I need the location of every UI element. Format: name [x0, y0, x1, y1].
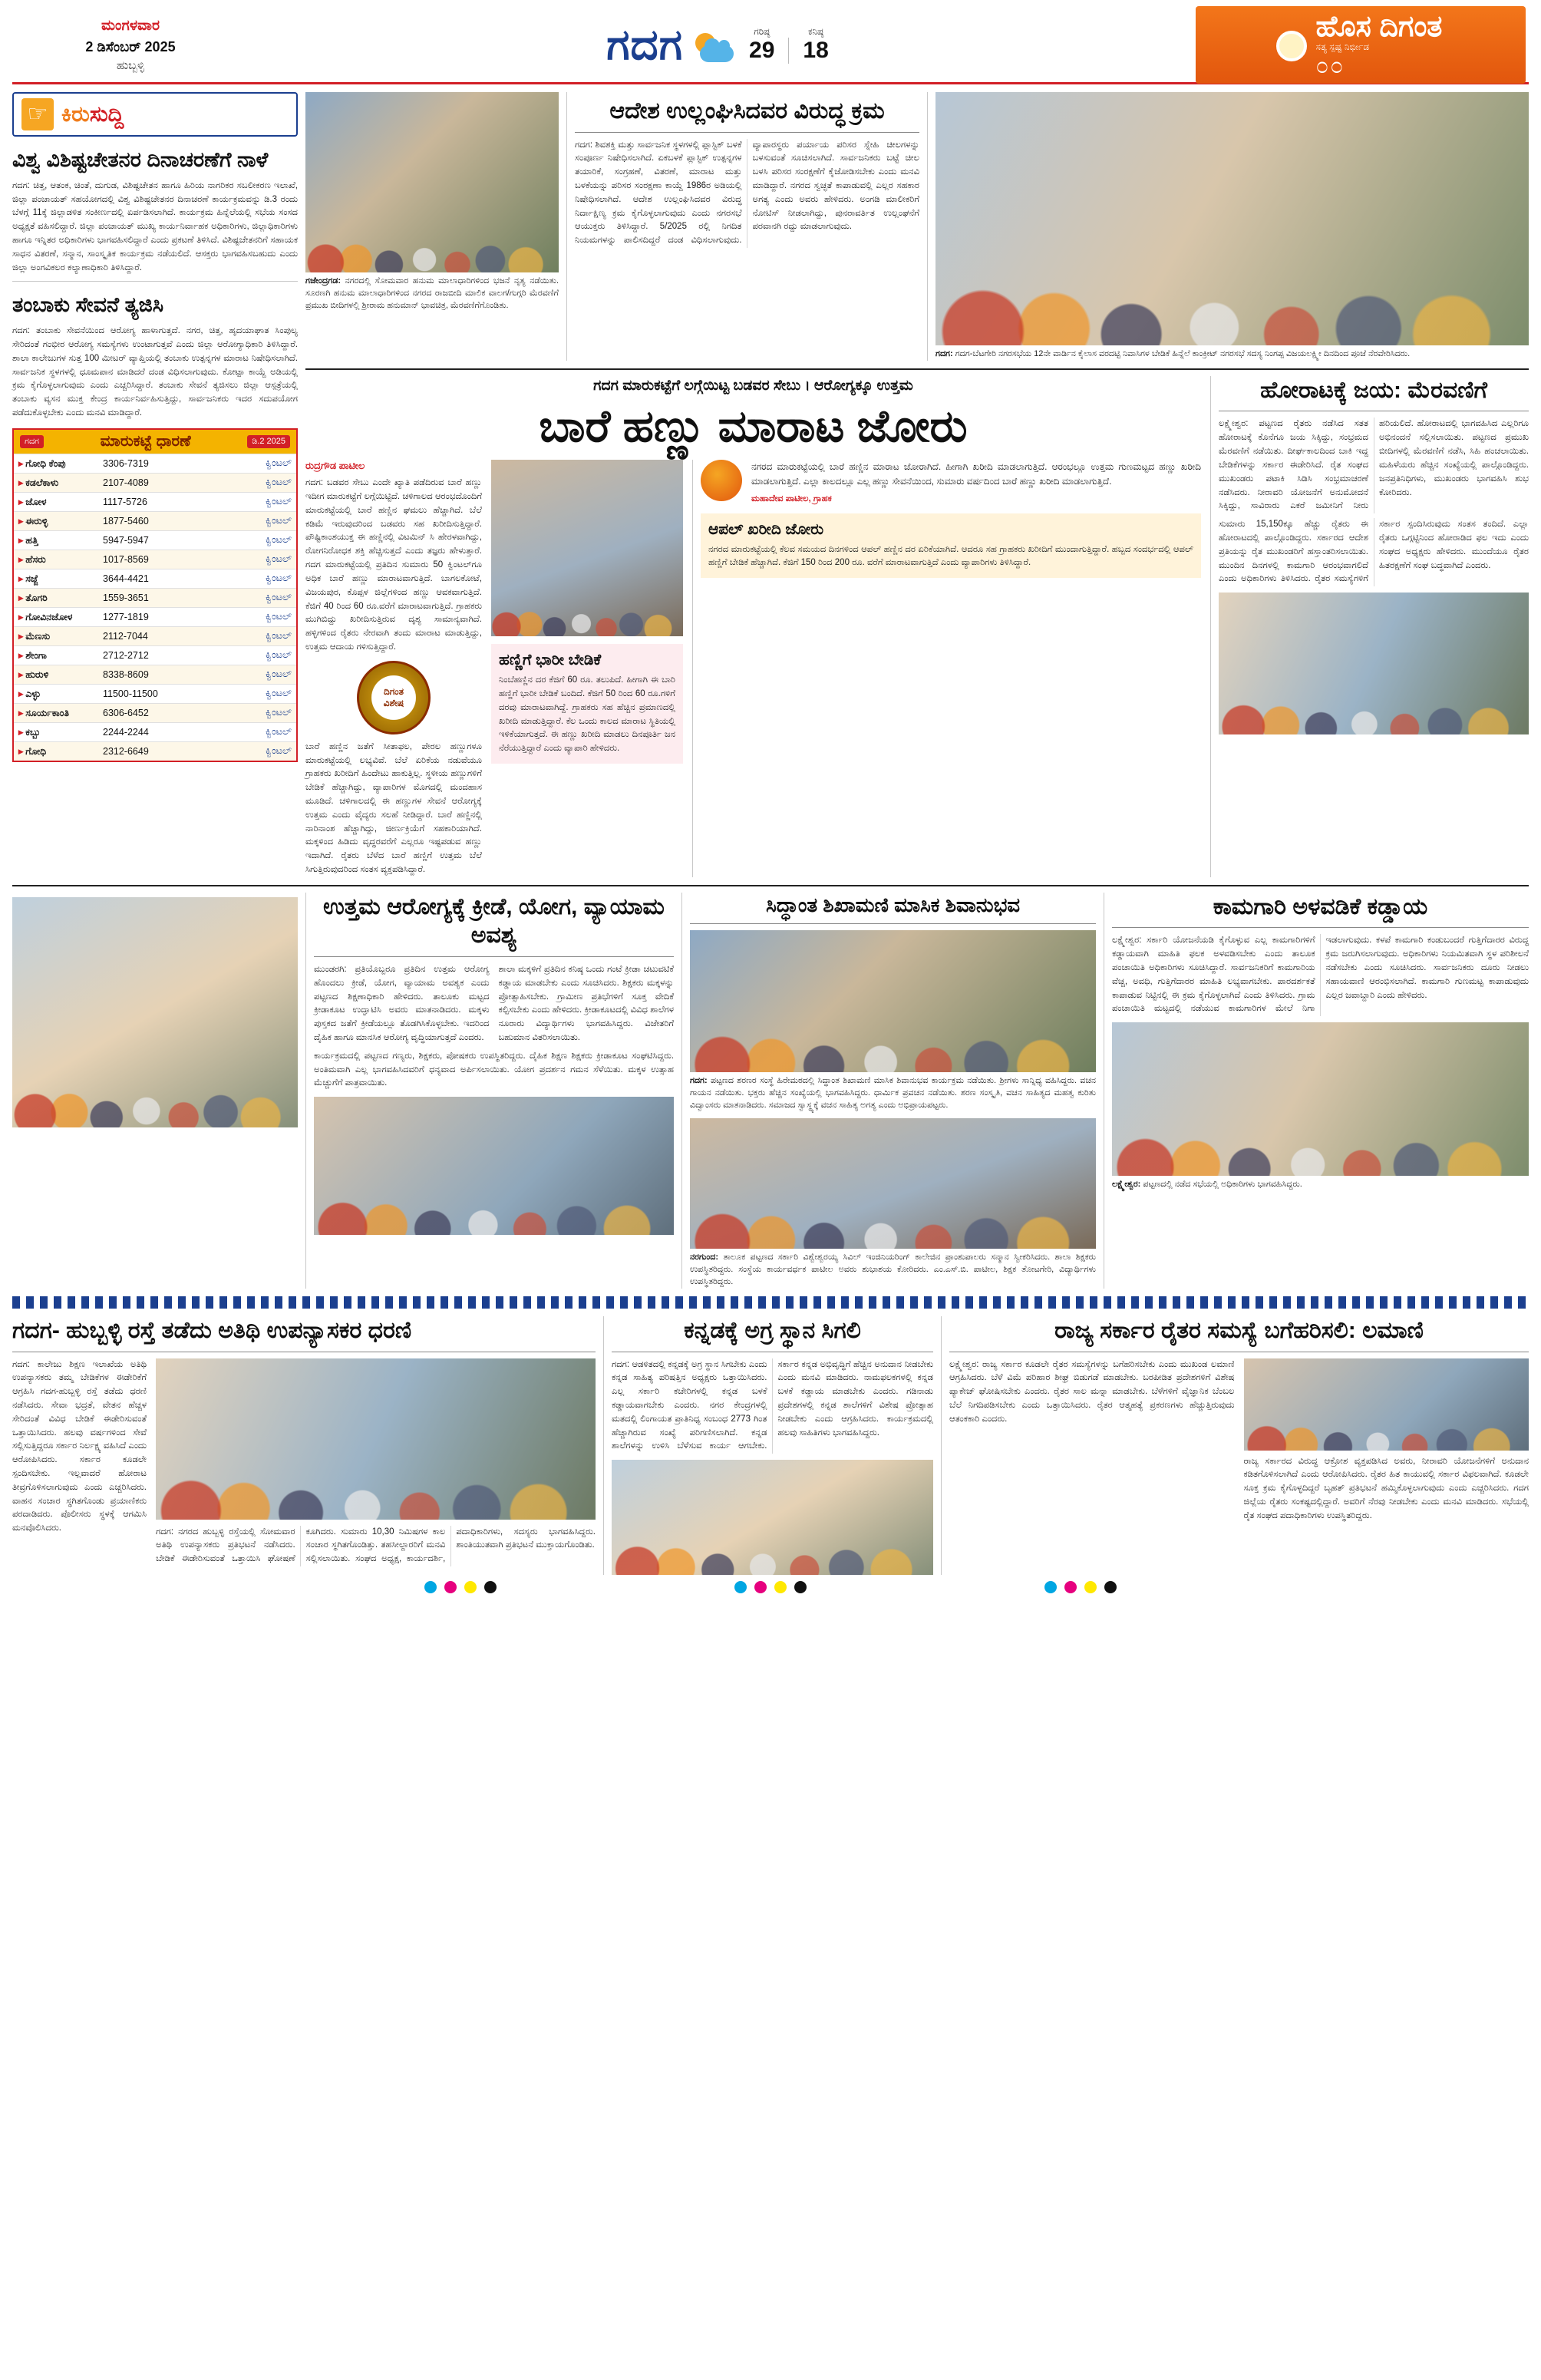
- story-plastic-headline: ಆದೇಶ ಉಲ್ಲಂಘಿಸಿದವರ ವಿರುದ್ಧ ಕ್ರಮ: [609, 98, 885, 124]
- table-row: [14, 473, 296, 492]
- sun-logo-icon: [1276, 31, 1307, 61]
- box-pink-body: ನಿಂಬೆಹಣ್ಣಿನ ದರ ಕೆಜಿಗೆ 60 ರೂ. ತಲುಪಿದೆ. ಹೀಗಾಗಿ ಈ ಬಾರಿ ಹಣ್ಣಿಗೆ ಭಾರೀ ಬೇಡಿಕೆ ಬಂದಿದೆ. ಕೆಜಿಗೆ 50 ರಿಂದ 60 ರೂ.ಗಳಿಗೆ ದರವು ಮಾರಾಟವಾಗಿದ್ದೆ. ಗ್ರಾಹಕರು ಸಹ ಹೆಚ್ಚಿನ ಪ್ರಮಾಣದಲ್ಲಿ ಖರೀದಿ ಮಾಡುತ್ತಿದ್ದಾರೆ. ಕೆಲ ಒಂದು ಕಾಲದ ಮಾರಾಟ ಸ್ಥಿತಿಯಲ್ಲಿ ಇಳಿಕೆಯಾಗುತ್ತದೆ. ಈ ಹಣ್ಣು ಖರೀದಿ ಮಾಡಲು ದಿನಪೂರ್ತಿ ಜನ ನೆರೆಯುತ್ತಿದ್ದಾರೆ ಎಂದು ವ್ಯಾಪಾರಿ ಹೇಳಿದರು.: [499, 675, 675, 754]
- pointing-hand-icon: [21, 98, 54, 130]
- story-guest-lecturers: [12, 1316, 596, 1575]
- lead-story: [305, 376, 1529, 877]
- brand-name: ಹೊಸ ದಿಗಂತ: [1315, 11, 1443, 43]
- right-story-headline: ಹೋರಾಟಕ್ಕೆ ಜಯ: ಮೆರವಣಿಗೆ: [1260, 377, 1487, 403]
- market-row-unit: ಕ್ವಿಂಟಲ್: [266, 496, 292, 507]
- pullquote-source: ಮಹಾದೇವ ಪಾಟೀಲ, ಗ್ರಾಹಕ: [751, 493, 832, 503]
- registration-color-dots: [12, 1575, 1529, 1598]
- photo-1-caption-lead: ಗಜೇಂದ್ರಗಡ:: [305, 276, 342, 286]
- story-farmers: [941, 1316, 1529, 1575]
- row-top: [12, 92, 1529, 877]
- table-row: [14, 741, 296, 761]
- market-row-name: ▸ ಸಜ್ಜೆ: [18, 573, 38, 584]
- box-apple-sales: [701, 513, 1201, 579]
- masthead-edition: [606, 19, 835, 71]
- masthead-place: ಹುಬ್ಬಳ್ಳಿ: [116, 59, 145, 72]
- lead-byline: ರುದ್ರಗೌಡ ಪಾಟೀಲ: [305, 460, 365, 472]
- works-caption-text: ಪಟ್ಟಣದಲ್ಲಿ ನಡೆದ ಸಭೆಯಲ್ಲಿ ಅಧಿಕಾರಿಗಳು ಭಾಗವಹಿಸಿದ್ದರು.: [1143, 1180, 1302, 1190]
- brand-glyph: ೦೦: [1315, 53, 1345, 78]
- kirusuddi-item-0-title: ವಿಶ್ವ ವಿಶಿಷ್ಟಚೇತನರ ದಿನಾಚರಣೆಗೆ ನಾಳೆ: [12, 148, 269, 171]
- lead-body-right: ಬಾರೆ ಹಣ್ಣಿನ ಜತೆಗೆ ಸೀತಾಫಲ, ಪೇರಲ ಹಣ್ಣುಗಳೂ ಮಾರುಕಟ್ಟೆಯಲ್ಲಿ ಲಭ್ಯವಿವೆ. ಬೆಲೆ ಏರಿಕೆಯ ನಡುವೆಯೂ ಗ್ರಾಹಕರು ಖರೀದಿಗೆ ಹಿಂದೇಟು ಹಾಕುತ್ತಿಲ್ಲ. ಸ್ಥಳೀಯ ಹಣ್ಣುಗಳಿಗೆ ಬೇಡಿಕೆ ಹೆಚ್ಚಾಗಿದ್ದು, ವ್ಯಾಪಾರಿಗಳ ಮೊಗದಲ್ಲಿ ಮಂದಹಾಸ ಮೂಡಿದೆ. ಚಳಿಗಾಲದಲ್ಲಿ ಈ ಹಣ್ಣುಗಳ ಸೇವನೆ ಆರೋಗ್ಯಕ್ಕೆ ಉತ್ತಮ ಎಂದು ವೈದ್ಯರು ಸಲಹೆ ನೀಡಿದ್ದಾರೆ. ಬಾರೆ ಹಣ್ಣಿನಲ್ಲಿ ನಾರಿನಾಂಶ ಹೆಚ್ಚಾಗಿದ್ದು, ಜೀರ್ಣಕ್ರಿಯೆಗೆ ಸಹಕಾರಿಯಾಗಿದೆ. ಮಕ್ಕಳಿಂದ ಹಿಡಿದು ವೃದ್ಧರವರೆಗೆ ಎಲ್ಲರೂ ಇಷ್ಟಪಡುವ ಹಣ್ಣು ಇದಾಗಿದೆ. ರೈತರು ಬೆಳೆದ ಬಾರೆ ಹಣ್ಣಿಗೆ ಉತ್ತಮ ಬೆಲೆ ಸಿಗುತ್ತಿರುವುದರಿಂದ ಸಂತಸ ವ್ಯಕ್ತಪಡಿಸಿದ್ದಾರೆ.: [305, 741, 482, 875]
- table-row: [14, 607, 296, 626]
- pullquote-text: ನಗರದ ಮಾರುಕಟ್ಟೆಯಲ್ಲಿ ಬಾರೆ ಹಣ್ಣಿನ ಮಾರಾಟ ಜೋರಾಗಿದೆ. ಹೀಗಾಗಿ ಖರೀದಿ ಮಾಡಲಾಗುತ್ತಿದೆ. ಆರಂಭಲ್ಲೂ ಉತ್ತಮ ಗುಣಮಟ್ಟದ ಹಣ್ಣು ಖರೀದಿ ಮಾಡಲಾಗುತ್ತಿದೆ. ಎಲ್ಲಾ ಕಾಲದಲ್ಲೂ ಎಲ್ಲ ಹಣ್ಣು ಸೇವನೆಯಿಂದ, ಸುಮಾರು ವರ್ಷದಿಂದ ಬಾರೆ ಹಣ್ಣು ಖರೀದಿ ಮಾಡಲಾಗುತ್ತಿದೆ.: [751, 461, 1201, 487]
- market-price-table: [12, 428, 298, 762]
- column-main-top: [305, 92, 1529, 877]
- market-row-name: ▸ ತೊಗರಿ: [18, 592, 48, 603]
- kirusuddi-badge-b: ಸುದ್ದಿ: [89, 101, 124, 126]
- shivanubhava-caption-2: [690, 1252, 1096, 1289]
- masthead-dateblock: [15, 15, 246, 75]
- sports-body-b: ಶಾಲಾ ಮಕ್ಕಳಿಗೆ ಪ್ರತಿದಿನ ಕನಿಷ್ಠ ಒಂದು ಗಂಟೆ ಕ್ರೀಡಾ ಚಟುವಟಿಕೆ ಕಡ್ಡಾಯ ಮಾಡಬೇಕು ಎಂದು ಸೂಚಿಸಿದರು. ಶಿಕ್ಷಕರು ಮಕ್ಕಳನ್ನು ಪ್ರೋತ್ಸಾಹಿಸಬೇಕು. ಗ್ರಾಮೀಣ ಪ್ರತಿಭೆಗಳಿಗೆ ಸೂಕ್ತ ವೇದಿಕೆ ಕಲ್ಪಿಸಬೇಕು ಎಂದು ಹೇಳಿದರು. ಕ್ರೀಡಾಕೂಟದಲ್ಲಿ ವಿವಿಧ ಶಾಲೆಗಳ ನೂರಾರು ವಿದ್ಯಾರ್ಥಿಗಳು ಭಾಗವಹಿಸಿದ್ದರು. ವಿಜೇತರಿಗೆ ಬಹುಮಾನ ವಿತರಿಸಲಾಯಿತು.: [498, 964, 674, 1042]
- market-table-header: [14, 430, 296, 454]
- edition-title: ಗದಗ: [606, 20, 684, 68]
- market-row-name: ▸ ಹತ್ತಿ: [18, 534, 38, 546]
- photo-road-protest: [156, 1358, 596, 1520]
- weather-max-label: ಗರಿಷ್ಠ: [754, 26, 770, 37]
- market-row-name: ▸ ಶೇಂಗಾ: [18, 649, 47, 661]
- table-row: [14, 492, 296, 511]
- kirusuddi-header: [12, 92, 298, 137]
- weather-min-label: ಕನಿಷ್ಠ: [807, 26, 824, 37]
- market-row-price: 3644-4421: [103, 573, 149, 584]
- photo-ward-work: [935, 92, 1529, 345]
- table-row: [14, 454, 296, 473]
- box-cream-body: ನಗರದ ಮಾರುಕಟ್ಟೆಯಲ್ಲಿ ಕೆಲವ ಸಮಯದ ದಿನಗಳಿಂದ ಆಪಲ್ ಹಣ್ಣಿನ ದರ ಏರಿಕೆಯಾಗಿದೆ. ಆದರೂ ಸಹ ಗ್ರಾಹಕರು ಖರೀದಿಗೆ ಮುಂದಾಗುತ್ತಿದ್ದಾರೆ. ಹಬ್ಬದ ಸಂದರ್ಭದಲ್ಲಿ ಆಪಲ್ ಹಣ್ಣಿಗೆ ಬೇಡಿಕೆ ಹೆಚ್ಚಾಗಿದೆ. ಕೆಜಿಗೆ 150 ರಿಂದ 200 ರೂ. ವರೆಗೆ ಮಾರಾಟವಾಗುತ್ತಿದೆ ಎಂದು ವ್ಯಾಪಾರಿಗಳು ತಿಳಿಸಿದ್ದಾರೆ.: [708, 544, 1193, 568]
- market-row-unit: ಕ್ವಿಂಟಲ್: [266, 477, 292, 488]
- digantha-special-seal: [357, 661, 431, 734]
- story-protest-victory: [1210, 376, 1529, 877]
- masthead: [12, 11, 1529, 84]
- market-row-unit: ಕ್ವಿಂಟಲ್: [266, 668, 292, 680]
- box-pink-title: ಹಣ್ಣಿಗೆ ಭಾರೀ ಬೇಡಿಕೆ: [499, 652, 602, 669]
- photo-2-caption-lead: ಗದಗ:: [935, 349, 953, 358]
- sports-headline: ಉತ್ತಮ ಆರೋಗ್ಯಕ್ಕೆ ಕ್ರೀಡೆ, ಯೋಗ, ವ್ಯಾಯಾಮ ಅವಶ್ಯ: [323, 893, 665, 949]
- table-row: [14, 511, 296, 530]
- story-kannada: [603, 1316, 933, 1575]
- market-row-price: 1017-8569: [103, 553, 149, 565]
- market-title: ಮಾರುಕಟ್ಟೆ ಧಾರಣೆ: [100, 432, 191, 450]
- story-sports-health: [305, 893, 674, 1289]
- box-cream-title: ಆಪಲ್ ಖರೀದಿ ಜೋರು: [708, 520, 824, 538]
- market-row-unit: ಕ್ವಿಂಟಲ್: [266, 688, 292, 699]
- shivanubhava-caption-2-lead: ನರಗುಂದ:: [690, 1253, 719, 1263]
- market-row-unit: ಕ್ವಿಂಟಲ್: [266, 649, 292, 661]
- market-row-name: ▸ ಕಬ್ಬು: [18, 726, 41, 738]
- market-row-unit: ಕ್ವಿಂಟಲ್: [266, 592, 292, 603]
- market-row-name: ▸ ಗೋಧಿ ಕೆಂಪು: [18, 457, 66, 469]
- market-row-price: 2244-2244: [103, 726, 149, 738]
- bottom-s3-body: ಲಕ್ಷ್ಮೇಶ್ವರ: ರಾಜ್ಯ ಸರ್ಕಾರ ಕೂಡಲೇ ರೈತರ ಸಮಸ್ಯೆಗಳನ್ನು ಬಗೆಹರಿಸಬೇಕು ಎಂದು ಮುಖಂಡ ಲಮಾಣಿ ಆಗ್ರಹಿಸಿದರು. ಬೆಳೆ ವಿಮೆ ಪರಿಹಾರ ಶೀಘ್ರ ಬಿಡುಗಡೆ ಮಾಡಬೇಕು. ಬರಪೀಡಿತ ಪ್ರದೇಶಗಳಿಗೆ ವಿಶೇಷ ಪ್ಯಾಕೇಜ್ ಘೋಷಿಸಬೇಕು ಎಂದರು. ರೈತರ ಸಾಲ ಮನ್ನಾ ಮಾಡಬೇಕು. ಬೆಳೆಗಳಿಗೆ ವೈಜ್ಞಾನಿಕ ಬೆಂಬಲ ಬೆಲೆ ನಿಗದಿಪಡಿಸಬೇಕು ಎಂದು ಒತ್ತಾಯಿಸಿದರು. ರೈತರ ಆತ್ಮಹತ್ಯೆ ಪ್ರಕರಣಗಳು ಹೆಚ್ಚುತ್ತಿರುವುದು ಆತಂಕಕಾರಿ ಎಂದರು.: [949, 1359, 1235, 1424]
- quote-fruit-icon: [701, 460, 742, 501]
- market-row-price: 1117-5726: [103, 496, 147, 507]
- market-row-name: ▸ ಗೋಧಿ: [18, 745, 47, 757]
- weather-max: [743, 26, 780, 64]
- photo-story-2: [927, 92, 1529, 361]
- box-high-demand: [491, 644, 683, 764]
- photo-women-group: [690, 930, 1096, 1072]
- works-caption-lead: ಲಕ್ಷ್ಮೇಶ್ವರ:: [1112, 1180, 1141, 1190]
- market-row-price: 2112-7044: [103, 630, 148, 642]
- brand-logo: [1196, 6, 1526, 84]
- bottom-s1-caption: ಗದಗ: ನಗರದ ಹುಬ್ಬಳ್ಳಿ ರಸ್ತೆಯಲ್ಲಿ ಸೋಮವಾರ ಅತಿಥಿ ಉಪನ್ಯಾಸಕರು ಪ್ರತಿಭಟನೆ ನಡೆಸಿದರು. ಬೇಡಿಕೆ ಈಡೇರಿಸುವಂತೆ ಒತ್ತಾಯಿಸಿ ಘೋಷಣೆ ಕೂಗಿದರು. ಸುಮಾರು 10,30 ನಿಮಿಷಗಳ ಕಾಲ ಸಂಚಾರ ಸ್ಥಗಿತಗೊಂಡಿತ್ತು. ತಹಸೀಲ್ದಾರರಿಗೆ ಮನವಿ ಸಲ್ಲಿಸಲಾಯಿತು. ಸಂಘದ ಅಧ್ಯಕ್ಷ, ಕಾರ್ಯದರ್ಶಿ, ಪದಾಧಿಕಾರಿಗಳು, ಸದಸ್ಯರು ಭಾಗವಹಿಸಿದ್ದರು. ಶಾಂತಿಯುತವಾಗಿ ಪ್ರತಿಭಟನೆ ಮುಕ್ತಾಯಗೊಂಡಿತು.: [156, 1527, 596, 1564]
- market-row-price: 1559-3651: [103, 592, 149, 603]
- table-row: [14, 665, 296, 684]
- row-middle-spacer: [12, 893, 298, 1289]
- brand-tagline: ಸತ್ಯ ಸ್ಪಷ್ಟ ನಿರ್ಭೀಡ: [1315, 41, 1369, 52]
- market-row-unit: ಕ್ವಿಂಟಲ್: [266, 573, 292, 584]
- market-row-name: ▸ ಹುರುಳಿ: [18, 668, 49, 680]
- photo-kannada-event: [612, 1460, 933, 1575]
- decorative-stripe: [12, 1296, 1529, 1309]
- lead-body-left: ಗದಗ: ಬಡವರ ಸೇಬು ಎಂದೇ ಖ್ಯಾತಿ ಪಡೆದಿರುವ ಬಾರೆ ಹಣ್ಣು ಇದೀಗ ಮಾರುಕಟ್ಟೆಗೆ ಲಗ್ಗೆಯಿಟ್ಟಿದೆ. ಚಳಿಗಾಲದ ಆರಂಭದೊಂದಿಗೆ ಮಾರುಕಟ್ಟೆಯಲ್ಲಿ ಬಾರೆ ಹಣ್ಣಿನ ಘಮಲು ಹೆಚ್ಚಾಗಿದೆ. ಬೆಲೆ ಕಡಿಮೆ ಇರುವುದರಿಂದ ಬಡವರು ಸಹ ಖರೀದಿಸುತ್ತಿದ್ದಾರೆ. ಪೌಷ್ಟಿಕಾಂಶಯುಕ್ತ ಈ ಹಣ್ಣಿನಲ್ಲಿ ವಿಟಮಿನ್ ಸಿ ಹೇರಳವಾಗಿದ್ದು, ರೋಗನಿರೋಧಕ ಶಕ್ತಿ ಹೆಚ್ಚಿಸುತ್ತದೆ ಎಂದು ತಜ್ಞರು ಹೇಳುತ್ತಾರೆ. ಗದಗ ಮಾರುಕಟ್ಟೆಯಲ್ಲಿ ಪ್ರತಿದಿನ ಸುಮಾರು 50 ಕ್ವಿಂಟಲ್‌ಗೂ ಅಧಿಕ ಬಾರೆ ಹಣ್ಣು ಮಾರಾಟವಾಗುತ್ತಿದೆ. ಬಾಗಲಕೋಟೆ, ವಿಜಯಪುರ, ಕೊಪ್ಪಳ ಜಿಲ್ಲೆಗಳಿಂದ ಹಣ್ಣು ಆವಕವಾಗುತ್ತಿದೆ. ಕೆಜಿಗೆ 40 ರಿಂದ 60 ರೂ.ವರೆಗೆ ಮಾರಾಟವಾಗುತ್ತಿದೆ. ಗ್ರಾಹಕರು ಮುಗಿಬಿದ್ದು ಖರೀದಿಸುತ್ತಿರುವ ದೃಶ್ಯ ಸಾಮಾನ್ಯವಾಗಿದೆ. ಹಳ್ಳಿಗಳಿಂದ ರೈತರು ನೇರವಾಗಿ ತಂದು ಮಾರಾಟ ಮಾಡುತ್ತಿದ್ದು, ಉತ್ತಮ ಆದಾಯ ಗಳಿಸುತ್ತಿದ್ದಾರೆ.: [305, 478, 482, 652]
- pullquote: [701, 460, 1201, 503]
- sun-cloud-icon: [694, 33, 735, 64]
- market-row-price: 8338-8609: [103, 668, 149, 680]
- seal-line-1: ದಿಗಂತ: [384, 686, 404, 698]
- bottom-s1-headline: ಗದಗ- ಹುಬ್ಬಳ್ಳಿ ರಸ್ತೆ ತಡೆದು ಅತಿಥಿ ಉಪನ್ಯಾಸಕರ ಧರಣಿ: [12, 1318, 412, 1344]
- market-row-price: 11500-11500: [103, 688, 158, 699]
- market-row-price: 2312-6649: [103, 745, 149, 757]
- bottom-s3-headline: ರಾಜ್ಯ ಸರ್ಕಾರ ರೈತರ ಸಮಸ್ಯೆ ಬಗೆಹರಿಸಲಿ: ಲಮಾಣಿ: [1054, 1318, 1424, 1344]
- photo-felicitation: [690, 1118, 1096, 1249]
- market-row-price: 6306-6452: [103, 707, 149, 718]
- table-row: [14, 588, 296, 607]
- market-row-price: 1277-1819: [103, 611, 149, 622]
- photo-farmers-meet: [1244, 1358, 1529, 1451]
- kirusuddi-badge-a: ಕಿರು: [61, 101, 90, 126]
- market-row-name: ▸ ಸೂರ್ಯಕಾಂತಿ: [18, 707, 69, 718]
- market-tag-left: ಗದಗ: [20, 435, 44, 448]
- market-row-price: 2712-2712: [103, 649, 149, 661]
- weather-max-value: 29: [749, 38, 775, 63]
- market-row-price: 1877-5460: [103, 515, 149, 527]
- photo-market-rates-event: [12, 897, 298, 1127]
- photo-story-1: [305, 92, 559, 361]
- kirusuddi-item-1-title: ತಂಬಾಕು ಸೇವನೆ ತ್ಯಜಿಸಿ: [12, 293, 164, 317]
- market-row-unit: ಕ್ವಿಂಟಲ್: [266, 630, 292, 642]
- market-row-unit: ಕ್ವಿಂಟಲ್: [266, 611, 292, 622]
- market-row-unit: ಕ್ವಿಂಟಲ್: [266, 707, 292, 718]
- story-plastic-ban: [566, 92, 919, 361]
- table-row: [14, 645, 296, 665]
- seal-line-2: ವಿಶೇಷ: [383, 697, 404, 708]
- photo-meeting: [1112, 1022, 1529, 1176]
- table-row: [14, 569, 296, 588]
- photo-procession: [1219, 593, 1529, 734]
- shivanubhava-headline: ಸಿದ್ಧಾಂತ ಶಿಖಾಮಣಿ ಮಾಸಿಕ ಶಿವಾನುಭವ: [765, 893, 1021, 916]
- photo-1-caption: [305, 276, 559, 312]
- photo-sports-event: [314, 1097, 674, 1235]
- weather-widget: [694, 26, 835, 64]
- photo-2-caption-text: ಗದಗ-ಬೆಟಗೇರಿ ನಗರಸಭೆಯ 12ನೇ ವಾರ್ಡಿನ ಕೈಲಾಸ ವರದಟ್ಟಿ ನಿವಾಸಿಗಳ ಬೇಡಿಕೆ ಹಿನ್ನೆಲೆ ಕಾಂಕ್ರೀಟ್ ನಗರಸಭೆ ಸದಸ್ಯ ನಿಂಗಪ್ಪ ವಿಜಯಲಕ್ಷ್ಮೀ ದಿನದಿಂದ ಪೂಜೆ ನೆರವೇರಿಸಿದರು.: [955, 349, 1411, 358]
- shivanubhava-caption: [690, 1075, 1096, 1112]
- kirusuddi-item-0-body: ಗದಗ: ಚಿತ್ತ, ಆತಂಕ, ಚಿಂತೆ, ದುಗುಡ, ವಿಶಿಷ್ಟಚೇತನ ಹಾಗೂ ಹಿರಿಯ ನಾಗರಿಕರ ಸಬಲೀಕರಣ ಇಲಾಖೆ, ಜಿಲ್ಲಾ ಪಂಚಾಯತ್ ಸಹಯೋಗದಲ್ಲಿ ವಿಶ್ವ ವಿಶಿಷ್ಟಚೇತನರ ದಿನಾಚರಣೆ ಕಾರ್ಯಕ್ರಮವನ್ನು ಡಿ.3 ರಂದು ಬೆಳಗ್ಗೆ 11ಕ್ಕೆ ಜಿಲ್ಲಾಡಳಿತ ಸಂಕೀರ್ಣದಲ್ಲಿ ಏರ್ಪಡಿಸಲಾಗಿದೆ. ಕಾರ್ಯಕ್ರಮ ಹಿನ್ನೆಲೆಯಲ್ಲಿ ಸಭೆಯ ಸಂಸದ ಅಧ್ಯಕ್ಷತೆ ವಹಿಸಲಿದ್ದಾರೆ. ಜಿಲ್ಲಾ ಪಂಚಾಯತ್ ಮುಖ್ಯ ಕಾರ್ಯನಿರ್ವಾಹಕ ಅಧಿಕಾರಿಗಳು, ಜಿಲ್ಲಾಧಿಕಾರಿಗಳು ಹಾಗೂ ಇನ್ನಿತರ ಅಧಿಕಾರಿಗಳು ಭಾಗವಹಿಸಲಿದ್ದಾರೆ ಎಂದು ಪ್ರಕಟಣೆ ತಿಳಿಸಿದೆ. ವಿಶಿಷ್ಟಚೇತನರಿಗೆ ಸಹಾಯಕ ಸಾಧನ ವಿತರಣೆ, ಸನ್ಮಾನ, ಸಾಂಸ್ಕೃತಿಕ ಕಾರ್ಯಕ್ರಮ ನಡೆಯಲಿದೆ. ಆಸಕ್ತರು ಭಾಗವಹಿಸಬಹುದು ಎಂದು ಜಿಲ್ಲಾ ಅಂಗವಿಕಲರ ಕಲ್ಯಾಣಾಧಿಕಾರಿ ತಿಳಿಸಿದ್ದಾರೆ.: [12, 180, 298, 272]
- right-story-body: ಲಕ್ಷ್ಮೇಶ್ವರ: ಪಟ್ಟಣದ ರೈತರು ನಡೆಸಿದ ಸತತ ಹೋರಾಟಕ್ಕೆ ಕೊನೆಗೂ ಜಯ ಸಿಕ್ಕಿದ್ದು, ಸಂಭ್ರಮದ ಮೆರವಣಿಗೆ ನಡೆಯಿತು. ದೀರ್ಘಕಾಲದಿಂದ ಬಾಕಿ ಇದ್ದ ಬೇಡಿಕೆಗಳನ್ನು ಸರ್ಕಾರ ಈಡೇರಿಸಿದೆ. ರೈತ ಸಂಘದ ಮುಖಂಡರು ಪಟಾಕಿ ಸಿಡಿಸಿ ಸಂಭ್ರಮಾಚರಣೆ ನಡೆಸಿದರು. ನೀರಾವರಿ ಯೋಜನೆಗೆ ಅನುಮೋದನೆ ಸಿಕ್ಕಿದ್ದು, ಸಾವಿರಾರು ಎಕರೆ ಜಮೀನಿಗೆ ನೀರು ಹರಿಯಲಿದೆ. ಹೋರಾಟದಲ್ಲಿ ಭಾಗವಹಿಸಿದ ಎಲ್ಲರಿಗೂ ಅಭಿನಂದನೆ ಸಲ್ಲಿಸಲಾಯಿತು. ಪಟ್ಟಣದ ಪ್ರಮುಖ ಬೀದಿಗಳಲ್ಲಿ ಮೆರವಣಿಗೆ ನಡೆಸಿ, ಸಿಹಿ ಹಂಚಲಾಯಿತು. ಮಹಿಳೆಯರು ಹೆಚ್ಚಿನ ಸಂಖ್ಯೆಯಲ್ಲಿ ಪಾಲ್ಗೊಂಡಿದ್ದರು. ಜನಪ್ರತಿನಿಧಿಗಳು, ಮುಖಂಡರು ಭಾಗವಹಿಸಿ ಶುಭ ಕೋರಿದರು.: [1219, 419, 1529, 511]
- shivanubhava-caption-lead: ಗದಗ:: [690, 1076, 708, 1086]
- works-caption: [1112, 1179, 1529, 1191]
- table-row: [14, 550, 296, 569]
- market-row-name: ▸ ಕಡಲೆಕಾಳು: [18, 477, 59, 488]
- story-works-board: [1104, 893, 1529, 1289]
- row-middle: [12, 893, 1529, 1289]
- bottom-s3-body2: ರಾಜ್ಯ ಸರ್ಕಾರದ ವಿರುದ್ಧ ಆಕ್ರೋಶ ವ್ಯಕ್ತಪಡಿಸಿದ ಅವರು, ನೀರಾವರಿ ಯೋಜನೆಗಳಿಗೆ ಅನುದಾನ ಕಡಿತಗೊಳಿಸಲಾಗಿದೆ ಎಂದು ಆರೋಪಿಸಿದರು. ರೈತರ ಹಿತ ಕಾಯುವಲ್ಲಿ ಸರ್ಕಾರ ವಿಫಲವಾಗಿದೆ. ಕೂಡಲೇ ಸೂಕ್ತ ಕ್ರಮ ಕೈಗೊಳ್ಳದಿದ್ದರೆ ಬೃಹತ್ ಪ್ರತಿಭಟನೆ ಹಮ್ಮಿಕೊಳ್ಳಲಾಗುವುದು ಎಂದು ಎಚ್ಚರಿಸಿದರು. ಗದಗ ಜಿಲ್ಲೆಯ ರೈತರು ಸಂಕಷ್ಟದಲ್ಲಿದ್ದಾರೆ. ಅವರಿಗೆ ನೆರವು ನೀಡಬೇಕು ಎಂದು ಮನವಿ ಮಾಡಿದರು. ಸಭೆಯಲ್ಲಿ ರೈತ ಸಂಘದ ಪದಾಧಿಕಾರಿಗಳು ಉಪಸ್ಥಿತರಿದ್ದರು.: [1243, 1456, 1529, 1520]
- table-row: [14, 684, 296, 703]
- market-row-unit: ಕ್ವಿಂಟಲ್: [266, 457, 292, 469]
- masthead-date: 2 ಡಿಸೆಂಬರ್ 2025: [85, 39, 176, 54]
- right-story-body2: ಸುಮಾರು 15,150ಕ್ಕೂ ಹೆಚ್ಚು ರೈತರು ಈ ಹೋರಾಟದಲ್ಲಿ ಪಾಲ್ಗೊಂಡಿದ್ದರು. ಸರ್ಕಾರದ ಆದೇಶ ಪ್ರತಿಯನ್ನು ರೈತ ಮುಖಂಡರಿಗೆ ಹಸ್ತಾಂತರಿಸಲಾಯಿತು. ಮುಂದಿನ ದಿನಗಳಲ್ಲಿ ಕಾಮಗಾರಿ ಆರಂಭವಾಗಲಿದೆ ಎಂದು ಅಧಿಕಾರಿಗಳು ತಿಳಿಸಿದರು. ರೈತರ ಸಮಸ್ಯೆಗಳಿಗೆ ಸರ್ಕಾರ ಸ್ಪಂದಿಸಿರುವುದು ಸಂತಸ ತಂದಿದೆ. ಎಲ್ಲಾ ರೈತರು ಒಗ್ಗಟ್ಟಿನಿಂದ ಹೋರಾಡಿದ ಫಲ ಇದು ಎಂದು ಸಂಘದ ಅಧ್ಯಕ್ಷರು ಹೇಳಿದರು. ಮುಂದೆಯೂ ರೈತರ ಹಿತರಕ್ಷಣೆಗೆ ಸಂಘ ಬದ್ಧವಾಗಿದೆ ಎಂದರು.: [1219, 520, 1529, 584]
- market-tag-right: ಡಿ.2 2025: [247, 435, 290, 448]
- column-kirusuddi: [12, 92, 298, 877]
- market-row-price: 3306-7319: [103, 457, 149, 469]
- works-body: ಲಕ್ಷ್ಮೇಶ್ವರ: ಸರ್ಕಾರಿ ಯೋಜನೆಯಡಿ ಕೈಗೊಳ್ಳುವ ಎಲ್ಲ ಕಾಮಗಾರಿಗಳಿಗೆ ಕಡ್ಡಾಯವಾಗಿ ಮಾಹಿತಿ ಫಲಕ ಅಳವಡಿಸಬೇಕು ಎಂದು ತಾಲೂಕ ಪಂಚಾಯಿತಿ ಅಧಿಕಾರಿಗಳು ಸೂಚಿಸಿದ್ದಾರೆ. ಸಾರ್ವಜನಿಕರಿಗೆ ಕಾಮಗಾರಿಯ ವೆಚ್ಚ, ಅವಧಿ, ಗುತ್ತಿಗೆದಾರರ ಮಾಹಿತಿ ಲಭ್ಯವಾಗಬೇಕು. ಪಾರದರ್ಶಕತೆ ಕಾಪಾಡುವ ನಿಟ್ಟಿನಲ್ಲಿ ಈ ಕ್ರಮ ಕೈಗೊಳ್ಳಲಾಗಿದೆ ಎಂದು ತಿಳಿಸಿದರು. ಗ್ರಾಮ ಪಂಚಾಯಿತಿ ಮಟ್ಟದಲ್ಲಿ ನಡೆಯುವ ಕಾಮಗಾರಿಗಳ ಮೇಲೆ ನಿಗಾ ಇಡಲಾಗುವುದು. ಕಳಪೆ ಕಾಮಗಾರಿ ಕಂಡುಬಂದರೆ ಗುತ್ತಿಗೆದಾರರ ವಿರುದ್ಧ ಕ್ರಮ ಜರುಗಿಸಲಾಗುವುದು. ಅಧಿಕಾರಿಗಳು ನಿಯಮಿತವಾಗಿ ಸ್ಥಳ ಪರಿಶೀಲನೆ ನಡೆಸಬೇಕು ಎಂದು ಸೂಚಿಸಿದರು. ಸಾರ್ವಜನಿಕರು ದೂರು ನೀಡಲು ಸಹಾಯವಾಣಿ ಆರಂಭಿಸಲಾಗಿದೆ. ಕಾಮಗಾರಿ ಗುಣಮಟ್ಟ ಕಾಪಾಡುವುದು ಎಲ್ಲರ ಜವಾಬ್ದಾರಿ ಎಂದು ಹೇಳಿದರು.: [1112, 936, 1529, 1014]
- sports-body-a: ಮುಂಡರಗಿ: ಪ್ರತಿಯೊಬ್ಬರೂ ಪ್ರತಿದಿನ ಉತ್ತಮ ಆರೋಗ್ಯ ಹೊಂದಲು ಕ್ರೀಡೆ, ಯೋಗ, ವ್ಯಾಯಾಮ ಅವಶ್ಯಕ ಎಂದು ಪಟ್ಟಣದ ಶಿಕ್ಷಣಾಧಿಕಾರಿ ಹೇಳಿದರು. ತಾಲೂಕು ಮಟ್ಟದ ಕ್ರೀಡಾಕೂಟ ಉದ್ಘಾಟಿಸಿ ಅವರು ಮಾತನಾಡಿದರು. ಮಕ್ಕಳು ಪುಸ್ತಕದ ಜತೆಗೆ ಕ್ರೀಡೆಯಲ್ಲೂ ತೊಡಗಿಸಿಕೊಳ್ಳಬೇಕು. ಇದರಿಂದ ದೈಹಿಕ ಹಾಗೂ ಮಾನಸಿಕ ಆರೋಗ್ಯ ವೃದ್ಧಿಯಾಗುತ್ತದೆ ಎಂದರು.: [314, 964, 490, 1042]
- market-row-name: ▸ ಜೋಳ: [18, 496, 47, 507]
- row-bottom: [12, 1316, 1529, 1575]
- table-row: [14, 722, 296, 741]
- market-row-name: ▸ ಎಳ್ಳು: [18, 688, 41, 699]
- weather-min-value: 18: [803, 38, 829, 63]
- photo-fruit-market: [491, 460, 683, 636]
- weather-min: [797, 26, 834, 64]
- lead-headline: ಬಾರೆ ಹಣ್ಣು ಮಾರಾಟ ಜೋರು: [539, 401, 968, 451]
- masthead-day: ಮಂಗಳವಾರ: [101, 17, 160, 34]
- shivanubhava-caption-text: ಪಟ್ಟಣದ ಶರಣರ ಸಂಸ್ಥೆ ಹಿರೇಮಠದಲ್ಲಿ ಸಿದ್ಧಾಂತ ಶಿಖಾಮಣಿ ಮಾಸಿಕ ಶಿವಾನುಭವ ಕಾರ್ಯಕ್ರಮ ನಡೆಯಿತು. ಶ್ರೀಗಳು ಸಾನ್ನಿಧ್ಯ ವಹಿಸಿದ್ದರು. ವಚನ ಗಾಯನ ನಡೆಯಿತು. ಭಕ್ತರು ಹೆಚ್ಚಿನ ಸಂಖ್ಯೆಯಲ್ಲಿ ಭಾಗವಹಿಸಿದ್ದರು. ಧಾರ್ಮಿಕ ಪ್ರವಚನ ನಡೆಯಿತು. ಶರಣ ಸಂಸ್ಕೃತಿ, ವಚನ ಸಾಹಿತ್ಯದ ಮಹತ್ವ ಕುರಿತು ವಿದ್ವಾಂಸರು ಮಾತನಾಡಿದರು. ಸಮಾಜದ ಸ್ವಾಸ್ಥ್ಯಕ್ಕೆ ವಚನ ಸಾಹಿತ್ಯ ಅಗತ್ಯ ಎಂದು ಅಭಿಪ್ರಾಯಪಟ್ಟರು.: [690, 1076, 1097, 1111]
- market-row-unit: ಕ್ವಿಂಟಲ್: [266, 534, 292, 546]
- photo-2-caption: [935, 348, 1529, 361]
- works-headline: ಕಾಮಗಾರಿ ಅಳವಡಿಕೆ ಕಡ್ಡಾಯ: [1213, 893, 1428, 919]
- market-row-price: 5947-5947: [103, 534, 149, 546]
- market-row-name: ▸ ಗೋವಿನಜೋಳ: [18, 611, 73, 622]
- market-row-name: ▸ ಮೆಣಸು: [18, 630, 51, 642]
- market-row-unit: ಕ್ವಿಂಟಲ್: [266, 745, 292, 757]
- kirusuddi-item-1-body: ಗದಗ: ತಂಬಾಕು ಸೇವನೆಯಿಂದ ಆರೋಗ್ಯ ಹಾಳಾಗುತ್ತದೆ. ನಗರ, ಚಿತ್ತ, ಹೃದಯಾಘಾತ ಸಿಂಪುಲ್ಯ ಸೇರಿದಂತೆ ಗಂಭೀರ ಆರೋಗ್ಯ ಸಮಸ್ಯೆಗಳು ಉಂಟಾಗುತ್ತವೆ ಎಂದು ಜಿಲ್ಲಾ ಆರೋಗ್ಯಾಧಿಕಾರಿ ತಿಳಿಸಿದ್ದಾರೆ. ಶಾಲಾ ಕಾಲೇಜುಗಳ ಸುತ್ತ 100 ಮೀಟರ್ ವ್ಯಾಪ್ತಿಯಲ್ಲಿ ತಂಬಾಕು ಉತ್ಪನ್ನಗಳ ಮಾರಾಟ ನಿಷೇಧಿಸಲಾಗಿದೆ. ಸಾರ್ವಜನಿಕ ಸ್ಥಳಗಳಲ್ಲಿ ಧೂಮಪಾನ ಮಾಡಿದರೆ ದಂಡ ವಿಧಿಸಲಾಗುವುದು. ಕೋಟ್ಪಾ ಕಾಯ್ದೆ ಅಡಿಯಲ್ಲಿ ಕ್ರಮ ಕೈಗೊಳ್ಳಲಾಗುವುದು ಎಂದು ಎಚ್ಚರಿಸಿದ್ದಾರೆ. ತಂಬಾಕು ಸೇವನೆ ತ್ಯಜಿಸಲು ಜಿಲ್ಲಾ ಆಸ್ಪತ್ರೆಯಲ್ಲಿ ತಂಬಾಕು ವ್ಯಸನ ಮುಕ್ತ ಕೇಂದ್ರ ಕಾರ್ಯನಿರ್ವಹಿಸುತ್ತಿದ್ದು, ಸಾರ್ವಜನಿಕರು ಇದರ ಸದುಪಯೋಗ ಪಡೆದುಕೊಳ್ಳಬೇಕು ಎಂದು ಮನವಿ ಮಾಡಿದ್ದಾರೆ.: [12, 326, 298, 418]
- market-row-unit: ಕ್ವಿಂಟಲ್: [266, 515, 292, 527]
- table-row: [14, 626, 296, 645]
- lead-kicker: ಗದಗ ಮಾರುಕಟ್ಟೆಗೆ ಲಗ್ಗೆಯಿಟ್ಟ ಬಡವರ ಸೇಬು । ಆರೋಗ್ಯಕ್ಕೂ ಉತ್ತಮ: [593, 377, 913, 394]
- market-row-price: 2107-4089: [103, 477, 149, 488]
- weather-divider: [788, 38, 789, 64]
- market-row-name: ▸ ಈರುಳ್ಳಿ: [18, 515, 48, 527]
- market-row-unit: ಕ್ವಿಂಟಲ್: [266, 553, 292, 565]
- story-shivanubhava: [681, 893, 1096, 1289]
- table-row: [14, 703, 296, 722]
- bottom-s1-body: ಗದಗ: ಕಾಲೇಜು ಶಿಕ್ಷಣ ಇಲಾಖೆಯ ಅತಿಥಿ ಉಪನ್ಯಾಸಕರು ತಮ್ಮ ಬೇಡಿಕೆಗಳ ಈಡೇರಿಕೆಗೆ ಆಗ್ರಹಿಸಿ ಗದಗ-ಹುಬ್ಬಳ್ಳಿ ರಸ್ತೆ ತಡೆದು ಧರಣಿ ನಡೆಸಿದರು. ಸೇವಾ ಭದ್ರತೆ, ವೇತನ ಹೆಚ್ಚಳ ಸೇರಿದಂತೆ ವಿವಿಧ ಬೇಡಿಕೆ ಈಡೇರಿಸುವಂತೆ ಒತ್ತಾಯಿಸಿದರು. ಹಲವು ವರ್ಷಗಳಿಂದ ಸೇವೆ ಸಲ್ಲಿಸುತ್ತಿದ್ದರೂ ಸರ್ಕಾರ ನಿರ್ಲಕ್ಷ್ಯ ವಹಿಸಿದೆ ಎಂದು ಆರೋಪಿಸಿದರು. ಸರ್ಕಾರ ಕೂಡಲೇ ಸ್ಪಂದಿಸಬೇಕು. ಇಲ್ಲವಾದರೆ ಹೋರಾಟ ತೀವ್ರಗೊಳಿಸಲಾಗುವುದು ಎಂದು ಎಚ್ಚರಿಸಿದರು. ವಾಹನ ಸಂಚಾರ ಸ್ಥಗಿತಗೊಂಡು ಪ್ರಯಾಣಿಕರು ಪರದಾಡಿದರು. ಪೊಲೀಸರು ಸ್ಥಳಕ್ಕೆ ಆಗಮಿಸಿ ಮನವೊಲಿಸಿದರು.: [12, 1359, 147, 1533]
- photo-bhajana: [305, 92, 559, 272]
- bottom-s2-body: ಗದಗ: ಆಡಳಿತದಲ್ಲಿ ಕನ್ನಡಕ್ಕೆ ಅಗ್ರ ಸ್ಥಾನ ಸಿಗಬೇಕು ಎಂದು ಕನ್ನಡ ಸಾಹಿತ್ಯ ಪರಿಷತ್ತಿನ ಅಧ್ಯಕ್ಷರು ಒತ್ತಾಯಿಸಿದರು. ಎಲ್ಲ ಸರ್ಕಾರಿ ಕಚೇರಿಗಳಲ್ಲಿ ಕನ್ನಡ ಬಳಕೆ ಕಡ್ಡಾಯವಾಗಬೇಕು ಎಂದರು. ನಗರ ಕೇಂದ್ರಗಳಲ್ಲಿ ಮತದಲ್ಲಿ ಲಿಂಗಾಯತ ಪ್ರಾತಿನಿಧ್ಯ ಸಂಬಂಧ 2773 ಗಿಂತ ಹೆಚ್ಚಾಗಿರುವ ಸಂಖ್ಯೆ ಪರಿಗಣಿಸಲಾಗಿದೆ. ಕನ್ನಡ ಶಾಲೆಗಳನ್ನು ಉಳಿಸಿ ಬೆಳೆಸುವ ಕಾರ್ಯ ಆಗಬೇಕು. ಸರ್ಕಾರ ಕನ್ನಡ ಅಭಿವೃದ್ಧಿಗೆ ಹೆಚ್ಚಿನ ಅನುದಾನ ನೀಡಬೇಕು ಎಂದು ಮನವಿ ಮಾಡಿದರು. ನಾಮಫಲಕಗಳಲ್ಲಿ ಕನ್ನಡ ಬಳಕೆ ಕಡ್ಡಾಯ ಮಾಡಬೇಕು ಎಂದರು. ಗಡಿನಾಡು ಪ್ರದೇಶಗಳಲ್ಲಿ ಕನ್ನಡ ಶಾಲೆಗಳಿಗೆ ವಿಶೇಷ ಪ್ರೋತ್ಸಾಹ ನೀಡಬೇಕು ಎಂದು ಆಗ್ರಹಿಸಿದರು. ಕಾರ್ಯಕ್ರಮದಲ್ಲಿ ಹಲವು ಸಾಹಿತಿಗಳು ಭಾಗವಹಿಸಿದ್ದರು.: [612, 1359, 933, 1451]
- market-row-name: ▸ ಹೆಸರು: [18, 553, 46, 565]
- sports-body-c: ಕಾರ್ಯಕ್ರಮದಲ್ಲಿ ಪಟ್ಟಣದ ಗಣ್ಯರು, ಶಿಕ್ಷಕರು, ಪೋಷಕರು ಉಪಸ್ಥಿತರಿದ್ದರು. ದೈಹಿಕ ಶಿಕ್ಷಣ ಶಿಕ್ಷಕರು ಕ್ರೀಡಾಕೂಟ ಸಂಘಟಿಸಿದ್ದರು. ಅಂತಿಮವಾಗಿ ಎಲ್ಲ ಭಾಗವಹಿಸಿದವರಿಗೆ ಧನ್ಯವಾದ ಅರ್ಪಿಸಲಾಯಿತು. ಯೋಗ ಪ್ರದರ್ಶನ ಗಮನ ಸೆಳೆಯಿತು. ಮಕ್ಕಳ ಉತ್ಸಾಹ ಮೆಚ್ಚುಗೆಗೆ ಪಾತ್ರವಾಯಿತು.: [314, 1051, 674, 1088]
- bottom-s2-headline: ಕನ್ನಡಕ್ಕೆ ಅಗ್ರ ಸ್ಥಾನ ಸಿಗಲಿ: [684, 1318, 861, 1344]
- table-row: [14, 530, 296, 550]
- market-row-unit: ಕ್ವಿಂಟಲ್: [266, 726, 292, 738]
- photo-1-caption-text: ನಗರದಲ್ಲಿ ಸೋಮವಾರ ಹನುಮ ಮಾಲಾಧಾರಿಗಳಿಂದ ಭಜನೆ ನೃತ್ಯ ನಡೆಯಿತು. ಸೂರಣಗಿ ಹನುಮ ಮಾಲಾಧಾರಿಗಳಿಂದ ನಗರದ ರಾಜಬೀದಿ ಮಾಲಿಕ ವಾಲಗ/ಗುಗ್ಗರಿ ಮೆರವಣಿಗೆ ಪ್ರಮುಖ ಬೀದಿಗಳಲ್ಲಿ ಶ್ರೀರಾಮ ಹನುಮಾನ್ ಭಾವಚಿತ್ರ, ಮೆರವಣಿಗೆಗೊಂಡಿತು.: [305, 276, 559, 310]
- story-plastic-body: ಗದಗ: ಶಿವಶಕ್ತಿ ಮತ್ತು ಸಾರ್ವಜನಿಕ ಸ್ಥಳಗಳಲ್ಲಿ ಪ್ಲಾಸ್ಟಿಕ್ ಬಳಕೆ ಸಂಪೂರ್ಣ ನಿಷೇಧಿಸಲಾಗಿದೆ. ಏಕಬಳಕೆ ಪ್ಲಾಸ್ಟಿಕ್ ಉತ್ಪನ್ನಗಳ ತಯಾರಿಕೆ, ಸಂಗ್ರಹಣೆ, ವಿತರಣೆ, ಮಾರಾಟ ಮತ್ತು ಬಳಕೆಯನ್ನು ಪರಿಸರ ಸಂರಕ್ಷಣಾ ಕಾಯ್ದೆ 1986ರ ಅಡಿಯಲ್ಲಿ ನಿಷೇಧಿಸಲಾಗಿದೆ. ಆದೇಶ ಉಲ್ಲಂಘಿಸಿದವರ ವಿರುದ್ಧ ನಿರ್ದಾಕ್ಷಿಣ್ಯ ಕ್ರಮ ಕೈಗೊಳ್ಳಲಾಗುವುದು ಎಂದು ನಗರಸಭೆ ಆಯುಕ್ತರು ತಿಳಿಸಿದ್ದಾರೆ. 5/2025 ರಲ್ಲಿ ನಿಗದಿತ ನಿಯಮಗಳನ್ನು ಪಾಲಿಸದಿದ್ದರೆ ದಂಡ ವಿಧಿಸಲಾಗುವುದು. ವ್ಯಾಪಾರಸ್ಥರು ಪರ್ಯಾಯ ಪರಿಸರ ಸ್ನೇಹಿ ಚೀಲಗಳನ್ನು ಬಳಸುವಂತೆ ಸೂಚಿಸಲಾಗಿದೆ. ಸಾರ್ವಜನಿಕರು ಬಟ್ಟೆ ಚೀಲ ಬಳಸಿ ಪರಿಸರ ಸಂರಕ್ಷಣೆಗೆ ಕೈಜೋಡಿಸಬೇಕು ಎಂದು ಮನವಿ ಮಾಡಿದ್ದಾರೆ. ನಗರದ ಸ್ವಚ್ಛತೆ ಕಾಪಾಡುವಲ್ಲಿ ಎಲ್ಲರ ಸಹಕಾರ ಅಗತ್ಯ ಎಂದು ಅವರು ಹೇಳಿದರು. ಅಂಗಡಿ ಮಾಲೀಕರಿಗೆ ನೋಟಿಸ್ ನೀಡಲಾಗಿದ್ದು, ಪುನರಾವರ್ತಿತ ಉಲ್ಲಂಘನೆಗೆ ಪರವಾನಗಿ ರದ್ದು ಮಾಡಲಾಗುವುದು.: [575, 140, 919, 246]
- shivanubhava-caption-2-text: ತಾಲೂಕ ಪಟ್ಟಣದ ಸರ್ಕಾರಿ ವಿಶ್ವೇಶ್ವರಯ್ಯ ಸಿವಿಲ್ ಇಂಜಿನಿಯರಿಂಗ್ ಕಾಲೇಜಿನ ಪ್ರಾಂಶುಪಾಲರು ಸನ್ಮಾನ ಸ್ವೀಕರಿಸಿದರು. ಶಾಲಾ ಶಿಕ್ಷಕರು ಉಪಸ್ಥಿತರಿದ್ದರು. ಸಂಸ್ಥೆಯ ಕಾರ್ಯವರ್ಧಕ ಪಾಟೀಲ ಅವರು ಶುಭಾಶಯ ಕೋರಿದರು. ಎಂ.ಎಸ್.ಬಿ. ಪಾಟೀಲ, ಶಿಕ್ಷಕ ತೋಟಗೇರಿ, ವಿದ್ಯಾರ್ಥಿಗಳು ಉಪಸ್ಥಿತರಿದ್ದರು.: [690, 1253, 1097, 1287]
